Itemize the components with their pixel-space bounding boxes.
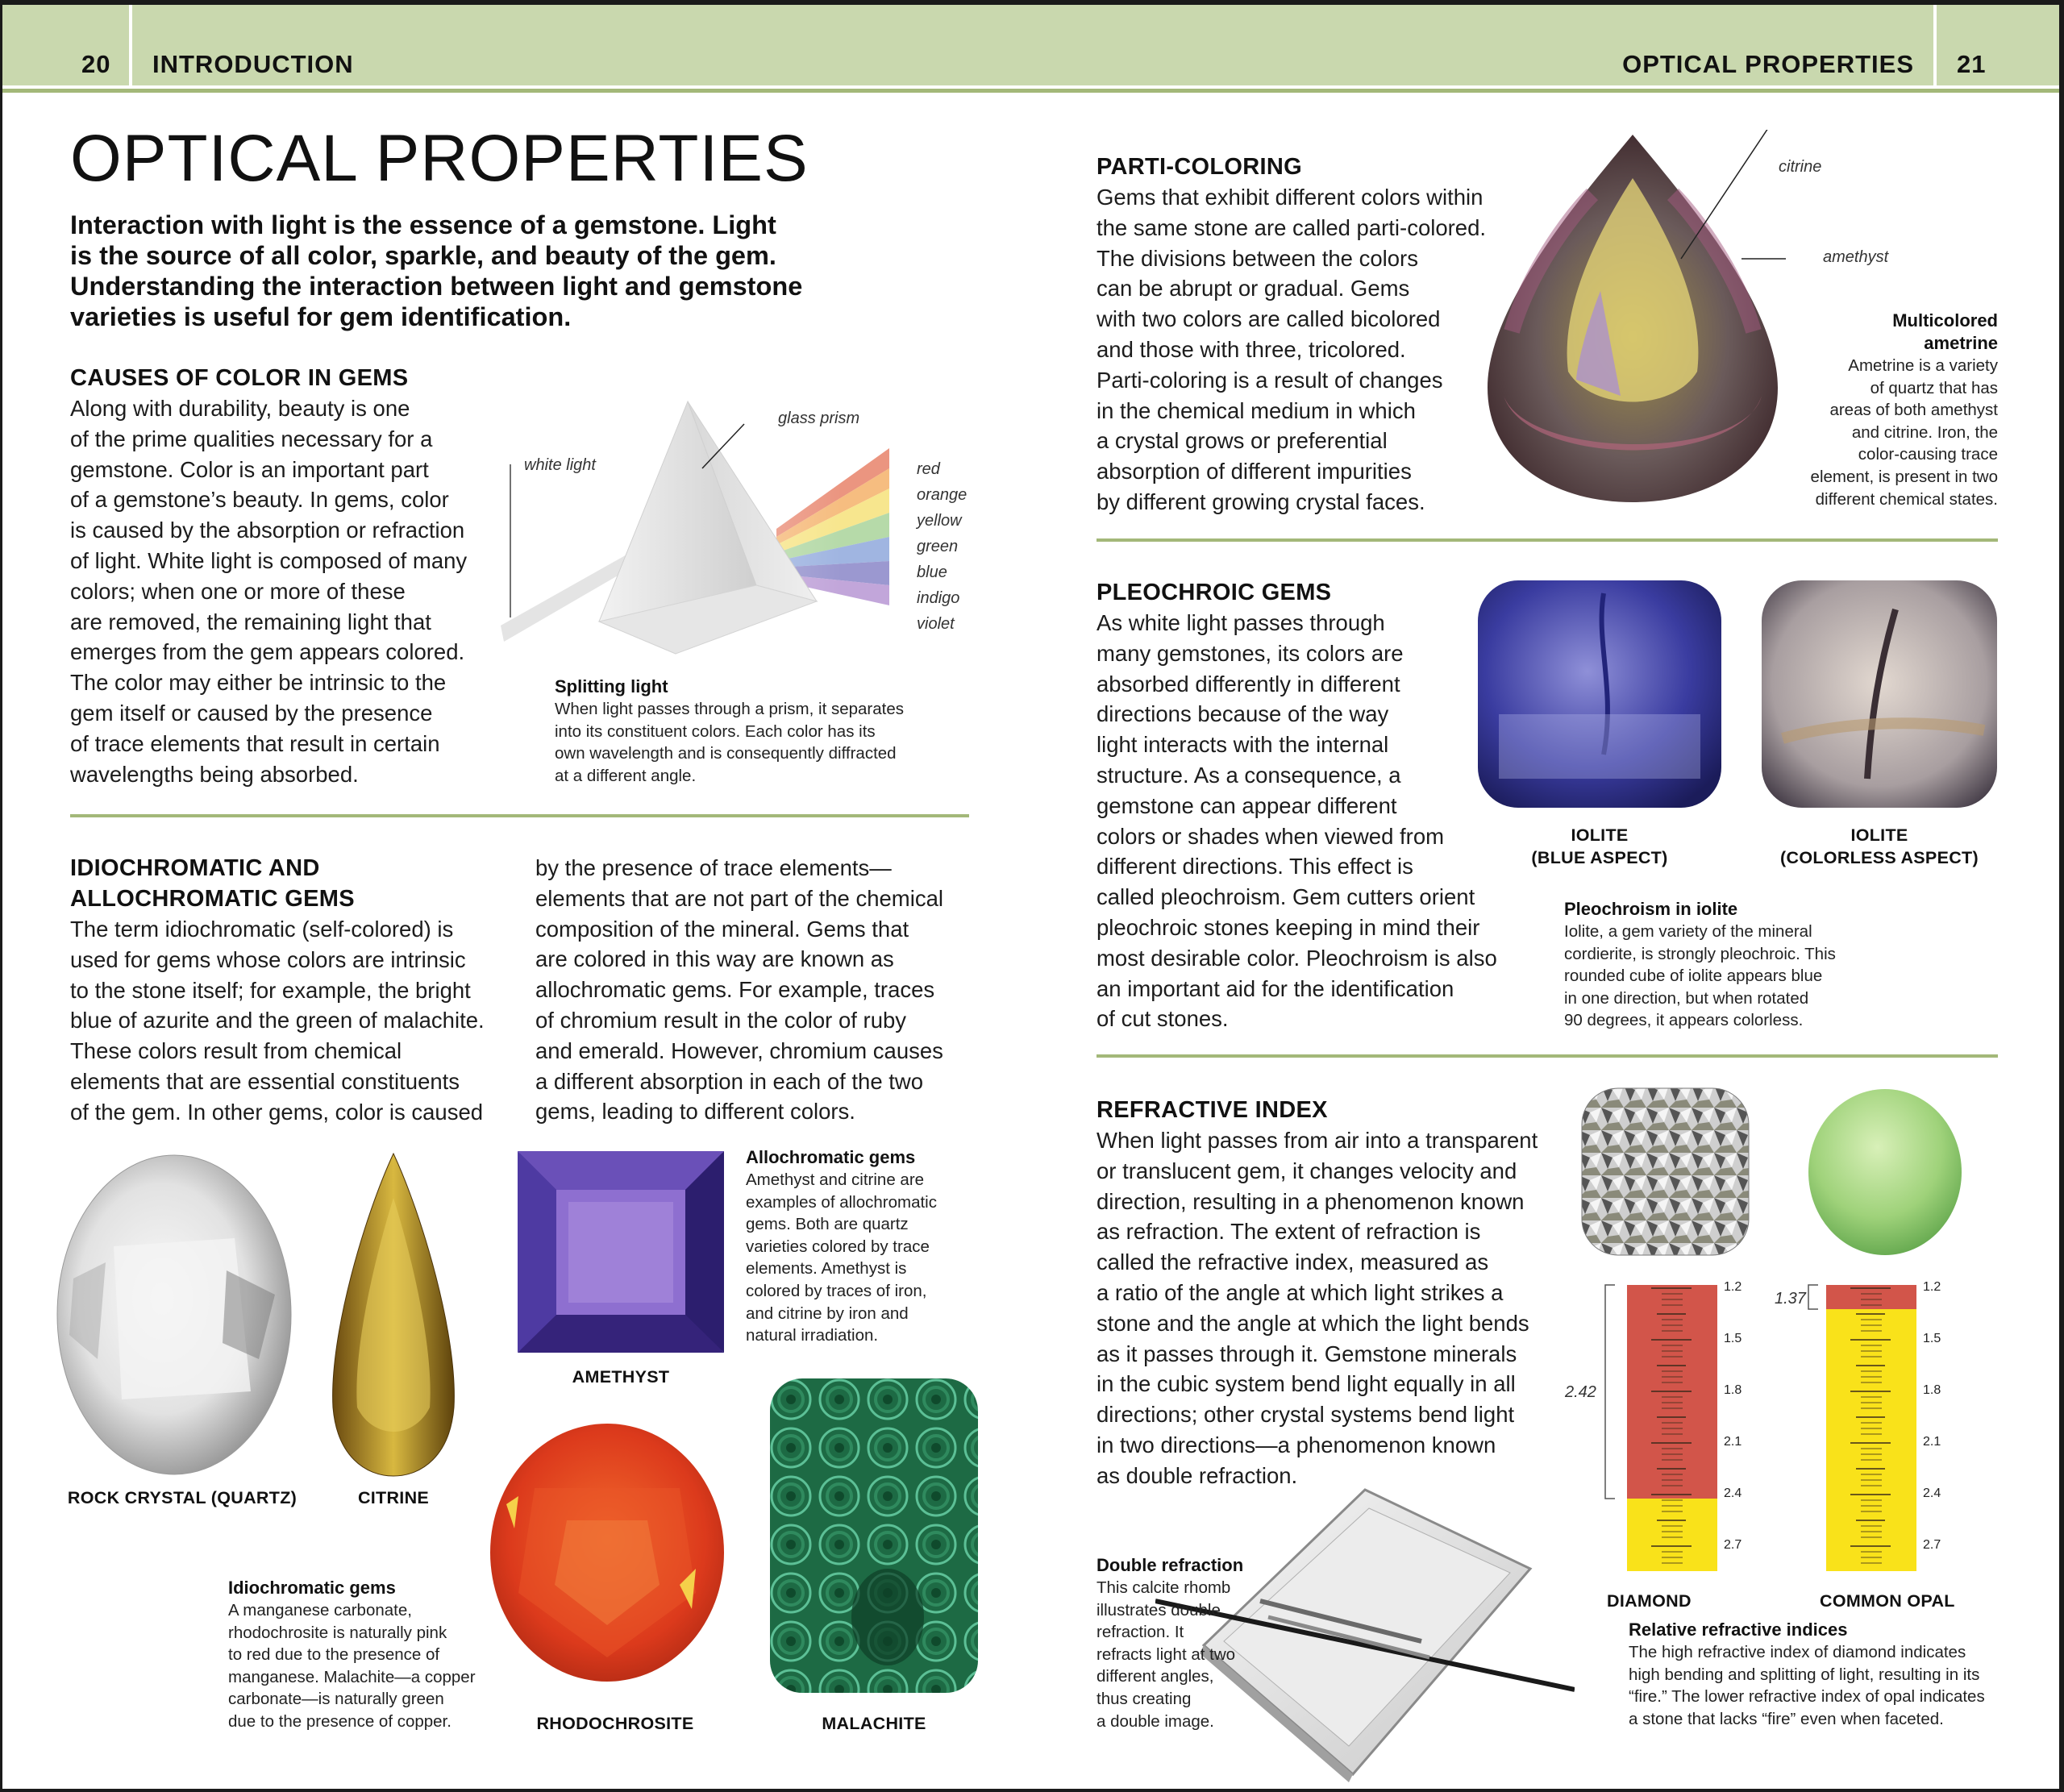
caption-line: manganese. Malachite—a copper [228, 1667, 476, 1686]
body-line: as refraction. The extent of refraction is [1096, 1219, 1481, 1245]
rock-crystal-image [49, 1150, 299, 1480]
body-line: blue of azurite and the green of malachite. [70, 1008, 485, 1033]
spectrum-label-indigo: indigo [917, 589, 960, 607]
scale-tick: 1.5 [1724, 1332, 1742, 1345]
double-refraction-caption [1096, 1554, 1306, 1732]
caption-line: different chemical states. [1815, 489, 1998, 509]
body-line: of trace elements that result in certain [70, 730, 440, 756]
body-line: light interacts with the internal [1096, 732, 1389, 758]
spectrum-label-violet: violet [917, 615, 955, 633]
relative-indices-caption [1629, 1619, 2008, 1730]
idio-heading [70, 853, 355, 914]
idio-col1 [70, 914, 506, 1128]
ametrine-caption [1756, 310, 1998, 510]
refr-heading: REFRACTIVE INDEX [1096, 1097, 1328, 1123]
caption-line: elements. Amethyst is [746, 1259, 907, 1279]
page-title: OPTICAL PROPERTIES [70, 122, 809, 195]
label-line: IOLITE [1571, 825, 1629, 845]
ametrine-image [1479, 130, 1786, 509]
caption-heading: Allochromatic gems [746, 1147, 916, 1167]
body-line: gems, leading to different colors. [535, 1099, 855, 1125]
pleo-heading: PLEOCHROIC GEMS [1096, 580, 1332, 605]
scale-tick: 1.8 [1923, 1383, 1941, 1397]
scale-tick: 1.2 [1724, 1280, 1742, 1294]
spectrum-label-green: green [917, 538, 959, 555]
body-line: colors or shades when viewed from [1096, 823, 1445, 849]
caption-line: in one direction, but when rotated [1564, 988, 1809, 1008]
caption-line: The high refractive index of diamond indicates [1629, 1643, 1966, 1661]
spectrum-legend [917, 456, 967, 637]
caption-line: Iolite, a gem variety of the mineral [1564, 922, 1812, 941]
caption-line: into its constituent colors. Each color has its [555, 721, 876, 741]
body-line: many gemstones, its colors are [1096, 640, 1404, 666]
pleochroism-caption [1564, 898, 1887, 1032]
scale-tick: 1.5 [1923, 1332, 1941, 1345]
body-line: a different absorption in each of the two [535, 1068, 924, 1094]
intro-line: is the source of all color, sparkle, and beauty of the gem. [70, 241, 776, 270]
label-line: (COLORLESS ASPECT) [1780, 848, 1979, 867]
body-line: are removed, the remaining light that [70, 609, 431, 634]
caption-heading: Multicolored [1892, 310, 1998, 331]
body-line: the same stone are called parti-colored. [1096, 214, 1487, 240]
left-page-number: 20 [81, 50, 111, 78]
idiochromatic-caption [228, 1577, 494, 1733]
caption-line: due to the presence of copper. [228, 1711, 452, 1731]
idio-col2 [535, 853, 971, 1127]
body-line: of cut stones. [1096, 1006, 1229, 1032]
label-line: IOLITE [1850, 825, 1908, 845]
caption-line: “fire.” The lower refractive index of opal indicates [1629, 1687, 1985, 1707]
scale-tick: 2.7 [1923, 1538, 1941, 1552]
header-separator-left [129, 5, 132, 85]
body-line: direction, resulting in a phenomenon known [1096, 1188, 1525, 1214]
body-line: Gems that exhibit different colors within [1096, 185, 1484, 210]
caption-line: Amethyst and citrine are [746, 1170, 925, 1189]
caption-line: to red due to the presence of [228, 1645, 440, 1665]
citrine-label: CITRINE [357, 1488, 430, 1507]
caption-line: cordierite, is strongly pleochroic. This [1564, 944, 1836, 963]
body-line: called pleochroism. Gem cutters orient [1096, 884, 1475, 910]
caption-heading: Idiochromatic gems [228, 1578, 396, 1598]
diamond-ri-value: 2.42 [1565, 1383, 1596, 1401]
caption-line: different angles, [1096, 1667, 1214, 1686]
scale-tick: 1.2 [1923, 1280, 1941, 1294]
caption-line: illustrates double [1096, 1600, 1221, 1619]
caption-heading: ametrine [1924, 333, 1998, 353]
malachite-image [767, 1375, 981, 1698]
body-line: Parti-coloring is a result of changes [1096, 367, 1443, 393]
caption-line: and citrine. Iron, the [1851, 422, 1998, 442]
white-light-label: white light [524, 456, 596, 474]
spectrum-label-orange: orange [917, 486, 968, 504]
rhodochrosite-image [486, 1416, 728, 1690]
caption-line: A manganese carbonate, [228, 1601, 412, 1619]
intro-line: Understanding the interaction between light and gemstone [70, 272, 803, 301]
body-line: called the refractive index, measured as [1096, 1249, 1489, 1275]
section-divider [70, 814, 969, 817]
caption-line: a stone that lacks “fire” even when faceted. [1629, 1709, 1944, 1728]
body-line: These colors result from chemical [70, 1038, 402, 1064]
body-line: directions; other crystal systems bend light [1096, 1402, 1515, 1428]
body-line: as double refraction. [1096, 1462, 1298, 1488]
body-line: colors; when one or more of these [70, 578, 406, 604]
caption-line: areas of both amethyst [1829, 401, 1998, 420]
body-line: as it passes through it. Gemstone minerals [1096, 1341, 1517, 1366]
section-divider [1096, 1054, 1998, 1058]
caption-line: a double image. [1096, 1711, 1214, 1731]
body-line: As white light passes through [1096, 610, 1385, 635]
splitting-light-caption [555, 676, 974, 787]
caption-line: color-causing trace [1858, 445, 1998, 464]
caption-line: colored by traces of iron, [746, 1281, 927, 1300]
caption-line: natural irradiation. [746, 1326, 879, 1345]
body-line: is caused by the absorption or refraction [70, 518, 465, 543]
body-line: of the gem. In other gems, color is caused [70, 1099, 484, 1125]
caption-heading: Splitting light [555, 676, 668, 696]
spectrum-label-red: red [917, 460, 940, 478]
body-line: gemstone. Color is an important part [70, 456, 429, 482]
body-line: most desirable color. Pleochroism is also [1096, 945, 1497, 971]
header-rule [2, 89, 2059, 93]
body-line: in the cubic system bend light equally in all [1096, 1371, 1516, 1397]
caption-line: Ametrine is a variety [1848, 356, 1998, 375]
body-line: When light passes from air into a transparent [1096, 1128, 1538, 1153]
common-opal-label: COMMON OPAL [1820, 1591, 1955, 1611]
body-line: and those with three, tricolored. [1096, 336, 1406, 362]
body-line: a ratio of the angle at which light strikes a [1096, 1279, 1504, 1305]
diamond-label: DIAMOND [1607, 1591, 1692, 1611]
body-line: The term idiochromatic (self-colored) is [70, 917, 454, 942]
intro-line: Interaction with light is the essence of a gemstone. Light [70, 210, 776, 239]
body-line: pleochroic stones keeping in mind their [1096, 914, 1480, 940]
book-spread [2, 5, 2059, 1789]
body-line: and emerald. However, chromium causes [535, 1037, 943, 1063]
scale-tick: 2.1 [1923, 1435, 1941, 1449]
caption-heading: Pleochroism in iolite [1564, 899, 1738, 919]
glass-prism-label: glass prism [778, 410, 860, 427]
body-line: stone and the angle at which the light bends [1096, 1310, 1529, 1336]
common-opal-image [1804, 1085, 1966, 1258]
caption-line: of quartz that has [1870, 378, 1998, 397]
body-line: absorbed differently in different [1096, 671, 1400, 696]
intro-paragraph [70, 210, 876, 332]
intro-line: varieties is useful for gem identification. [70, 302, 572, 331]
body-line: by the presence of trace elements— [535, 855, 892, 880]
causes-body [70, 393, 506, 789]
label-line: (BLUE ASPECT) [1531, 848, 1668, 867]
right-section-title: OPTICAL PROPERTIES [1622, 50, 1914, 78]
refr-body [1096, 1125, 1548, 1491]
caption-line: thus creating [1096, 1689, 1192, 1708]
caption-line: When light passes through a prism, it separates [555, 700, 904, 718]
body-line: of the prime qualities necessary for a [70, 426, 433, 451]
scale-tick: 2.1 [1724, 1435, 1742, 1449]
allochromatic-caption [746, 1146, 972, 1347]
caption-line: varieties colored by trace [746, 1237, 930, 1256]
heading-line: ALLOCHROMATIC GEMS [70, 886, 355, 912]
caption-line: own wavelength and is consequently diffracted [555, 744, 897, 763]
diamond-image [1579, 1085, 1752, 1258]
body-line: absorption of different impurities [1096, 459, 1412, 484]
heading-line: IDIOCHROMATIC AND [70, 855, 320, 881]
caption-heading: Double refraction [1096, 1555, 1244, 1575]
section-divider [1096, 538, 1998, 542]
body-line: or translucent gem, it changes velocity and [1096, 1158, 1517, 1183]
body-line: used for gems whose colors are intrinsic [70, 946, 466, 972]
body-line: structure. As a consequence, a [1096, 762, 1401, 788]
body-line: a crystal grows or preferential [1096, 428, 1388, 454]
caption-line: refraction. It [1096, 1623, 1184, 1642]
body-line: wavelengths being absorbed. [70, 761, 359, 787]
header-separator-right [1933, 5, 1937, 85]
body-line: can be abrupt or gradual. Gems [1096, 276, 1410, 301]
body-line: of a gemstone’s beauty. In gems, color [70, 487, 449, 513]
body-line: different directions. This effect is [1096, 854, 1413, 879]
scale-tick: 1.8 [1724, 1383, 1742, 1397]
body-line: an important aid for the identification [1096, 975, 1454, 1001]
body-line: in the chemical medium in which [1096, 397, 1416, 423]
caption-line: examples of allochromatic [746, 1192, 937, 1212]
body-line: of light. White light is composed of many [70, 547, 468, 573]
body-line: of chromium result in the color of ruby [535, 1007, 907, 1033]
right-page-number: 21 [1957, 50, 1987, 78]
body-line: elements that are essential constituents [70, 1068, 460, 1094]
body-line: by different growing crystal faces. [1096, 489, 1425, 514]
amethyst-callout: amethyst [1823, 248, 1889, 266]
amethyst-label: AMETHYST [572, 1367, 670, 1387]
caption-heading: Relative refractive indices [1629, 1619, 1848, 1640]
caption-line: at a different angle. [555, 766, 697, 785]
citrine-image [325, 1150, 462, 1480]
body-line: emerges from the gem appears colored. [70, 639, 465, 665]
scale-tick: 2.4 [1724, 1486, 1742, 1500]
caption-line: carbonate—is naturally green [228, 1690, 444, 1709]
iolite-colorless-image [1758, 577, 2000, 811]
rock-crystal-label: ROCK CRYSTAL (QUARTZ) [67, 1488, 298, 1507]
spectrum-label-blue: blue [917, 563, 947, 581]
scale-tick: 2.4 [1923, 1486, 1941, 1500]
body-line: directions because of the way [1096, 701, 1389, 727]
body-line: The color may either be intrinsic to the [70, 670, 447, 696]
body-line: composition of the mineral. Gems that [535, 916, 909, 942]
rhodochrosite-label: RHODOCHROSITE [536, 1714, 694, 1733]
body-line: gemstone can appear different [1096, 792, 1397, 818]
citrine-callout: citrine [1779, 158, 1822, 176]
spectrum-label-yellow: yellow [917, 512, 962, 530]
caption-line: and citrine by iron and [746, 1303, 909, 1323]
caption-line: 90 degrees, it appears colorless. [1564, 1011, 1804, 1030]
left-section-title: INTRODUCTION [152, 50, 354, 78]
parti-heading: PARTI-COLORING [1096, 154, 1302, 180]
iolite-colorless-label [1758, 824, 2000, 869]
body-line: in two directions—a phenomenon known [1096, 1432, 1496, 1457]
causes-heading: CAUSES OF COLOR IN GEMS [70, 365, 409, 391]
malachite-label: MALACHITE [822, 1714, 926, 1733]
opal-ri-value: 1.37 [1775, 1290, 1806, 1308]
body-line: are colored in this way are known as [535, 946, 894, 972]
body-line: with two colors are called bicolored [1096, 306, 1441, 332]
caption-line: element, is present in two [1810, 467, 1998, 486]
caption-line: gems. Both are quartz [746, 1215, 909, 1234]
iolite-blue-label [1475, 824, 1725, 869]
iolite-blue-image [1475, 577, 1725, 811]
body-line: Along with durability, beauty is one [70, 396, 410, 421]
body-line: gem itself or caused by the presence [70, 700, 433, 726]
body-line: to the stone itself; for example, the bright [70, 977, 471, 1003]
body-line: elements that are not part of the chemical [535, 885, 943, 911]
body-line: The divisions between the colors [1096, 245, 1418, 271]
caption-line: rounded cube of iolite appears blue [1564, 967, 1823, 986]
body-line: allochromatic gems. For example, traces [535, 977, 935, 1003]
amethyst-image [516, 1150, 726, 1355]
caption-line: refracts light at two [1096, 1644, 1236, 1664]
scale-tick: 2.7 [1724, 1538, 1742, 1552]
caption-line: rhodochrosite is naturally pink [228, 1623, 447, 1642]
caption-line: high bending and splitting of light, resulting in its [1629, 1665, 1980, 1684]
caption-line: This calcite rhomb [1096, 1578, 1231, 1597]
